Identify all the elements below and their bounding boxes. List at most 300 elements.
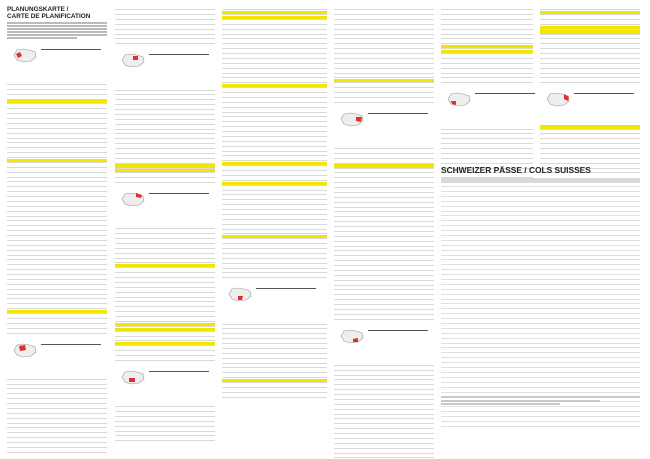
list-item — [115, 106, 215, 110]
list-item — [7, 380, 107, 384]
table-row — [441, 212, 640, 216]
swiss-region-map-icon — [340, 328, 364, 344]
legend-footnote — [441, 396, 640, 407]
list-item — [441, 21, 533, 25]
list-item — [222, 143, 327, 147]
swiss-region-map-icon — [13, 47, 37, 63]
list-item — [540, 159, 640, 163]
campsite-list — [115, 403, 215, 441]
table-row — [441, 310, 640, 314]
table-row — [441, 413, 640, 417]
list-item — [222, 359, 327, 363]
list-item — [7, 149, 107, 153]
list-item — [7, 242, 107, 246]
list-item — [222, 369, 327, 373]
list-item — [7, 110, 107, 114]
list-item — [222, 260, 327, 264]
list-item — [7, 183, 107, 187]
list-item — [334, 445, 434, 449]
list-item — [334, 267, 434, 271]
list-item — [540, 21, 640, 25]
list-item — [115, 254, 215, 258]
table-row — [441, 374, 640, 378]
list-item — [7, 290, 107, 294]
list-item — [115, 26, 215, 30]
campsite-list — [222, 320, 327, 397]
list-item — [222, 152, 327, 156]
list-item — [334, 281, 434, 285]
list-item — [115, 140, 215, 144]
list-item — [334, 74, 434, 78]
table-row — [441, 320, 640, 324]
list-item — [222, 389, 327, 393]
table-row — [441, 247, 640, 251]
list-item — [115, 120, 215, 124]
list-item — [115, 418, 215, 422]
table-row — [441, 305, 640, 309]
list-item — [334, 296, 434, 300]
table-row — [441, 232, 640, 236]
list-item — [540, 35, 640, 39]
list-item — [115, 245, 215, 249]
list-item — [7, 125, 107, 129]
list-item — [7, 232, 107, 236]
list-item — [222, 167, 327, 171]
highlighted-row — [7, 159, 107, 163]
list-item — [7, 271, 107, 275]
list-item — [334, 306, 434, 310]
list-item — [222, 393, 327, 397]
table-row — [441, 251, 640, 255]
list-item — [115, 174, 215, 178]
list-item — [7, 329, 107, 333]
region-label — [475, 93, 535, 104]
column-2 — [115, 6, 215, 442]
campsite-list — [115, 86, 215, 183]
list-item — [334, 311, 434, 315]
list-item — [334, 454, 434, 458]
list-item — [115, 16, 215, 20]
list-item — [334, 247, 434, 251]
list-item — [115, 225, 215, 229]
list-item — [222, 6, 327, 10]
list-item — [222, 99, 327, 103]
list-item — [7, 173, 107, 177]
list-item — [222, 123, 327, 127]
list-item — [222, 384, 327, 388]
highlighted-row — [115, 328, 215, 332]
list-item — [222, 30, 327, 34]
region-header — [115, 187, 215, 221]
list-item — [7, 198, 107, 202]
highlighted-row — [222, 11, 327, 15]
list-item — [334, 30, 434, 34]
list-item — [334, 218, 434, 222]
list-item — [7, 434, 107, 438]
list-item — [441, 130, 533, 134]
list-item — [334, 69, 434, 73]
list-item — [441, 30, 533, 34]
list-item — [115, 279, 215, 283]
list-item — [222, 340, 327, 344]
list-item — [7, 320, 107, 324]
page-title — [7, 6, 107, 20]
table-row — [441, 198, 640, 202]
list-item — [441, 35, 533, 39]
list-item — [222, 147, 327, 151]
list-item — [7, 90, 107, 94]
list-item — [115, 427, 215, 431]
list-item — [115, 125, 215, 129]
list-item — [222, 79, 327, 83]
list-item — [7, 424, 107, 428]
list-item — [115, 35, 215, 39]
list-item — [334, 45, 434, 49]
highlighted-row — [441, 50, 533, 54]
list-item — [115, 96, 215, 100]
list-item — [334, 60, 434, 64]
table-row — [441, 261, 640, 265]
list-item — [334, 208, 434, 212]
list-item — [7, 212, 107, 216]
swiss-region-map-icon — [228, 286, 252, 302]
list-item — [334, 155, 434, 159]
table-row — [441, 242, 640, 246]
table-row — [441, 379, 640, 383]
table-row — [441, 183, 640, 187]
list-item — [115, 284, 215, 288]
table-row — [441, 188, 640, 192]
list-item — [222, 35, 327, 39]
list-item — [222, 201, 327, 205]
list-item — [115, 337, 215, 341]
list-item — [222, 60, 327, 64]
table-row — [441, 281, 640, 285]
list-item — [334, 406, 434, 410]
list-item — [222, 177, 327, 181]
list-item — [441, 40, 533, 44]
table-row — [441, 203, 640, 207]
column-4 — [334, 6, 434, 459]
swiss-region-map-icon — [340, 111, 364, 127]
table-row — [441, 354, 640, 358]
list-item — [222, 364, 327, 368]
list-item — [441, 11, 533, 15]
list-item — [7, 410, 107, 414]
list-item — [540, 40, 640, 44]
list-item — [115, 11, 215, 15]
list-item — [334, 401, 434, 405]
table-row — [441, 330, 640, 334]
table-row — [441, 217, 640, 221]
list-item — [334, 189, 434, 193]
region-label — [149, 193, 209, 204]
list-item — [222, 113, 327, 117]
list-item — [334, 376, 434, 380]
highlighted-row — [7, 310, 107, 314]
list-item — [334, 11, 434, 15]
list-item — [222, 128, 327, 132]
list-item — [334, 84, 434, 88]
list-item — [334, 6, 434, 10]
list-item — [222, 138, 327, 142]
list-item — [7, 305, 107, 309]
list-item — [222, 255, 327, 259]
region-header — [334, 324, 434, 358]
region-label — [41, 344, 101, 355]
list-item — [7, 134, 107, 138]
list-item — [222, 133, 327, 137]
table-row — [441, 359, 640, 363]
list-item — [222, 21, 327, 25]
list-item — [7, 115, 107, 119]
list-item — [7, 295, 107, 299]
list-item — [7, 81, 107, 85]
list-item — [334, 272, 434, 276]
list-item — [115, 347, 215, 351]
list-item — [115, 422, 215, 426]
table-row — [441, 295, 640, 299]
list-item — [7, 400, 107, 404]
list-item — [115, 403, 215, 407]
list-item — [540, 55, 640, 59]
list-item — [222, 40, 327, 44]
campsite-list — [115, 6, 215, 44]
column-5 — [441, 6, 533, 184]
highlighted-row — [222, 162, 327, 166]
list-item — [441, 65, 533, 69]
list-item — [222, 172, 327, 176]
list-item — [115, 413, 215, 417]
region-header — [441, 87, 533, 121]
list-item — [540, 74, 640, 78]
list-item — [115, 313, 215, 317]
highlighted-row — [222, 182, 327, 186]
list-item — [115, 289, 215, 293]
table-row — [441, 335, 640, 339]
list-item — [222, 354, 327, 358]
list-item — [7, 237, 107, 241]
list-item — [334, 55, 434, 59]
list-item — [115, 308, 215, 312]
list-item — [7, 144, 107, 148]
list-item — [334, 291, 434, 295]
highlighted-row — [222, 379, 327, 383]
campsite-list — [334, 145, 434, 320]
list-item — [115, 318, 215, 322]
list-item — [7, 324, 107, 328]
table-row — [441, 344, 640, 348]
list-item — [7, 419, 107, 423]
list-item — [7, 444, 107, 448]
list-item — [334, 396, 434, 400]
list-item — [222, 50, 327, 54]
column-6 — [540, 6, 640, 174]
list-item — [540, 69, 640, 73]
list-item — [7, 168, 107, 172]
list-item — [115, 130, 215, 134]
list-item — [334, 203, 434, 207]
region-label — [149, 371, 209, 382]
list-item — [115, 86, 215, 90]
list-item — [222, 225, 327, 229]
list-item — [115, 352, 215, 356]
list-item — [441, 6, 533, 10]
list-item — [115, 250, 215, 254]
campsite-list — [7, 376, 107, 453]
list-item — [334, 252, 434, 256]
list-item — [334, 315, 434, 319]
list-item — [7, 405, 107, 409]
highlighted-row — [7, 100, 107, 104]
table-row — [441, 207, 640, 211]
list-item — [7, 281, 107, 285]
intro-paragraph — [7, 22, 107, 39]
list-item — [334, 223, 434, 227]
list-item — [222, 345, 327, 349]
highlighted-row — [222, 235, 327, 239]
list-item — [7, 164, 107, 168]
list-item — [334, 415, 434, 419]
campsite-list — [334, 6, 434, 103]
region-header — [7, 43, 107, 77]
highlighted-row — [222, 16, 327, 20]
list-item — [222, 108, 327, 112]
list-item — [334, 381, 434, 385]
campsite-list — [540, 6, 640, 83]
list-item — [115, 116, 215, 120]
column-3 — [222, 6, 327, 398]
list-item — [115, 437, 215, 441]
list-item — [334, 228, 434, 232]
list-item — [334, 391, 434, 395]
table-row — [441, 315, 640, 319]
list-item — [115, 408, 215, 412]
list-item — [540, 135, 640, 139]
swiss-region-map-icon — [546, 91, 570, 107]
list-item — [334, 198, 434, 202]
list-item — [441, 79, 533, 83]
list-item — [7, 139, 107, 143]
highlighted-row — [222, 84, 327, 88]
list-item — [7, 154, 107, 158]
list-item — [441, 140, 533, 144]
table-row — [441, 423, 640, 427]
list-item — [7, 390, 107, 394]
list-item — [115, 240, 215, 244]
table-row — [441, 369, 640, 373]
list-item — [115, 150, 215, 154]
region-label — [368, 330, 428, 341]
list-item — [540, 155, 640, 159]
list-item — [7, 429, 107, 433]
list-item — [334, 435, 434, 439]
region-header — [115, 365, 215, 399]
list-item — [540, 79, 640, 83]
list-item — [334, 213, 434, 217]
passes-table — [441, 178, 640, 428]
list-item — [334, 262, 434, 266]
region-header — [115, 48, 215, 82]
campsite-list — [441, 6, 533, 83]
swiss-region-map-icon — [121, 369, 145, 385]
list-item — [7, 203, 107, 207]
list-item — [7, 129, 107, 133]
list-item — [334, 449, 434, 453]
list-item — [334, 16, 434, 20]
list-item — [334, 440, 434, 444]
list-item — [334, 286, 434, 290]
list-item — [222, 104, 327, 108]
list-item — [334, 242, 434, 246]
campsite-list — [115, 225, 215, 361]
list-item — [540, 16, 640, 20]
list-item — [7, 276, 107, 280]
list-item — [441, 16, 533, 20]
list-item — [222, 118, 327, 122]
table-row — [441, 408, 640, 412]
region-header — [222, 282, 327, 316]
highlighted-row — [115, 323, 215, 327]
table-row — [441, 222, 640, 226]
highlighted-row — [540, 11, 640, 15]
list-item — [540, 140, 640, 144]
table-row — [441, 418, 640, 422]
list-item — [441, 135, 533, 139]
list-item — [334, 89, 434, 93]
region-header — [7, 338, 107, 372]
table-row — [441, 227, 640, 231]
list-item — [334, 276, 434, 280]
list-item — [115, 230, 215, 234]
list-item — [222, 274, 327, 278]
highlighted-row — [334, 79, 434, 83]
list-item — [222, 374, 327, 378]
list-item — [115, 235, 215, 239]
list-item — [7, 246, 107, 250]
list-item — [115, 6, 215, 10]
list-item — [334, 169, 434, 173]
highlighted-row — [115, 164, 215, 168]
list-item — [7, 217, 107, 221]
list-item — [7, 86, 107, 90]
list-item — [115, 269, 215, 273]
list-item — [222, 269, 327, 273]
campsite-list — [222, 6, 327, 278]
list-item — [7, 285, 107, 289]
list-item — [7, 385, 107, 389]
list-item — [222, 26, 327, 30]
highlighted-row — [540, 30, 640, 34]
list-item — [540, 65, 640, 69]
list-item — [222, 216, 327, 220]
list-item — [540, 60, 640, 64]
list-item — [334, 40, 434, 44]
list-item — [7, 227, 107, 231]
list-item — [7, 251, 107, 255]
list-item — [7, 95, 107, 99]
swiss-region-map-icon — [447, 91, 471, 107]
highlighted-row — [115, 169, 215, 173]
list-item — [334, 301, 434, 305]
list-item — [334, 184, 434, 188]
list-item — [334, 410, 434, 414]
list-item — [441, 55, 533, 59]
table-row — [441, 286, 640, 290]
list-item — [7, 256, 107, 260]
swiss-region-map-icon — [121, 52, 145, 68]
list-item — [441, 74, 533, 78]
